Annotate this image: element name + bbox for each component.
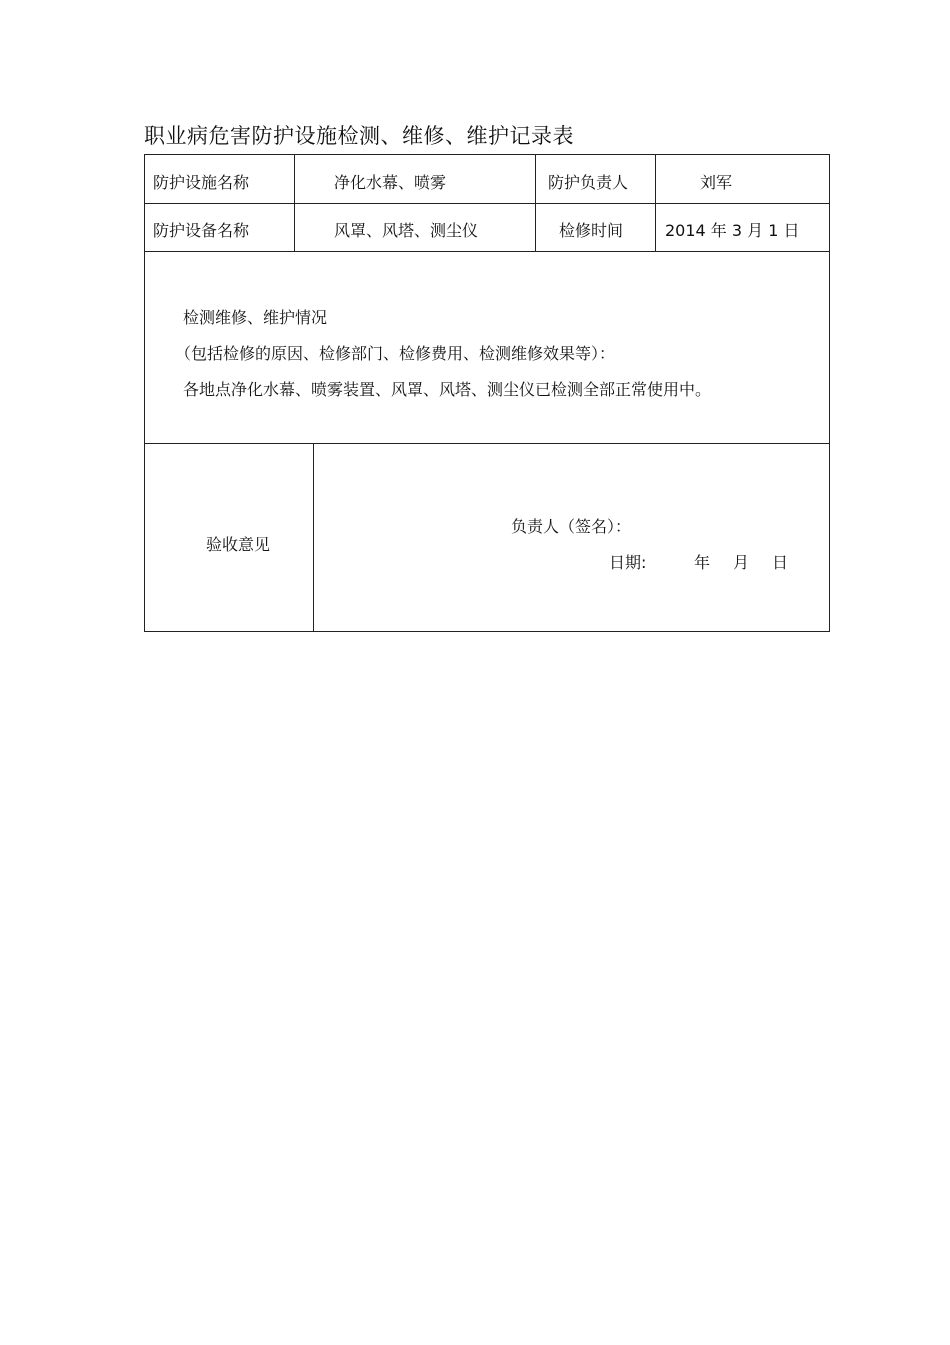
column-divider [655,155,656,252]
acceptance-label: 验收意见 [206,535,271,554]
equipment-name-label: 防护设备名称 [153,221,250,240]
responsible-person-label: 防护负责人 [548,173,629,192]
row-divider [145,251,829,252]
date-month: 月 [733,553,750,572]
facility-name-value: 净化水幕、喷雾 [334,173,447,192]
date-year: 年 [694,553,711,572]
facility-name-label: 防护设施名称 [153,173,250,192]
column-divider [294,155,295,252]
details-note: （包括检修的原因、检修部门、检修费用、检测维修效果等）： [175,344,616,363]
responsible-person-value: 刘军 [700,173,733,192]
date-day: 日 [772,553,789,572]
details-content: 各地点净化水幕、喷雾装置、风罩、风塔、测尘仪已检测全部正常使用中。 [183,380,712,399]
record-table [144,154,830,632]
details-heading: 检测维修、维护情况 [183,308,328,327]
row-divider [145,443,829,444]
row-divider [145,203,829,204]
equipment-name-value: 风罩、风塔、测尘仪 [334,221,479,240]
column-divider [535,155,536,252]
repair-time-value: 2014 年 3 月 1 日 [665,221,800,240]
repair-time-label: 检修时间 [559,221,624,240]
date-label: 日期: [609,553,647,572]
column-divider [313,443,314,631]
page-title: 职业病危害防护设施检测、维修、维护记录表 [144,124,574,148]
signature-label: 负责人（签名）： [511,517,632,536]
